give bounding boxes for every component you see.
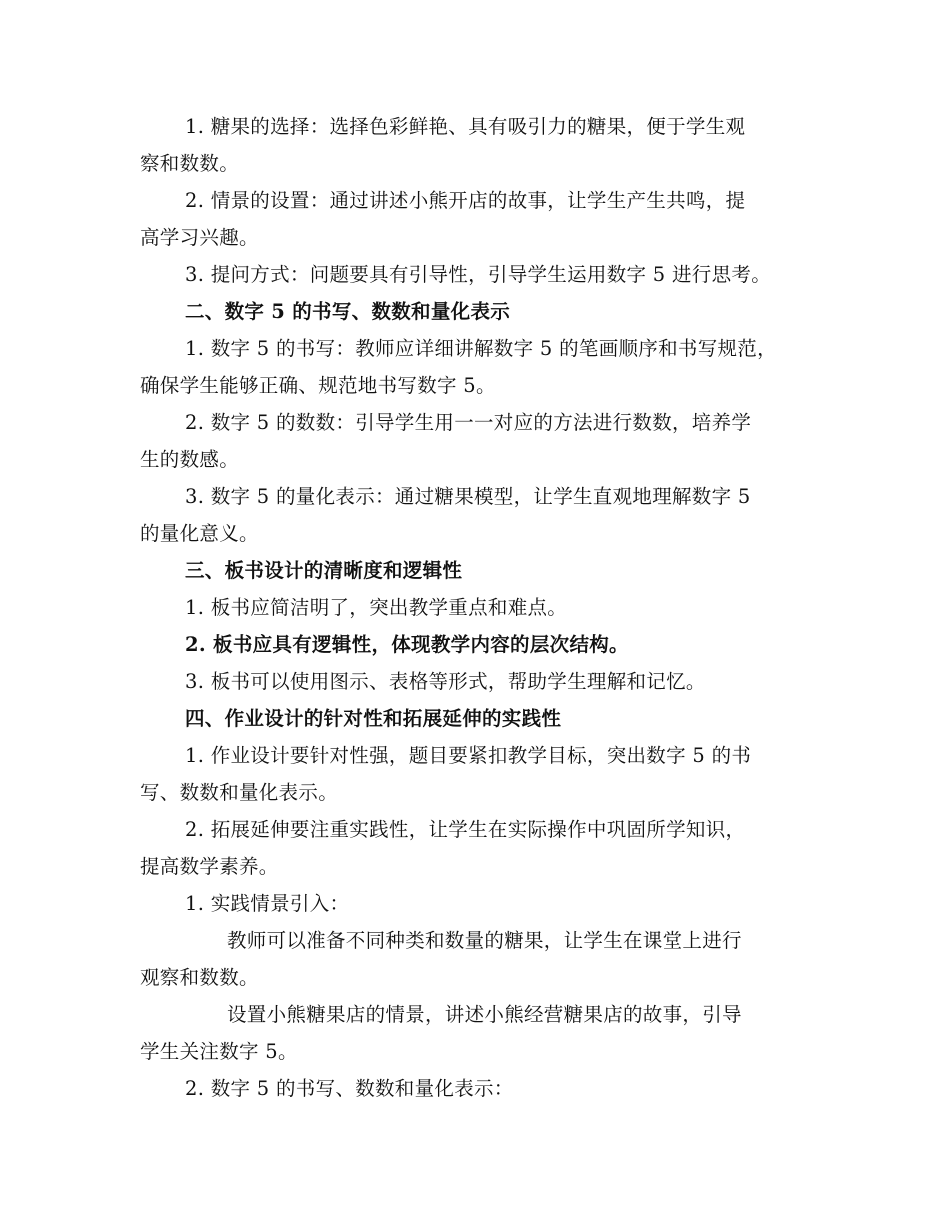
paragraph-homework-design xyxy=(140,737,820,811)
paragraph-line: 2. 板书应具有逻辑性，体现教学内容的层次结构。 xyxy=(185,633,629,656)
paragraph-line: 2. 数字 5 的数数：引导学生用一一对应的方法进行数数，培养学 xyxy=(185,411,752,434)
paragraph-line: 1. 板书应简洁明了，突出教学重点和难点。 xyxy=(185,596,568,619)
section-heading-two xyxy=(140,293,820,330)
paragraph-candy-choice xyxy=(140,108,820,182)
paragraph-scene-setting xyxy=(140,182,820,256)
paragraph-board-logic xyxy=(140,626,820,663)
section-heading-four xyxy=(140,700,820,737)
paragraph-bear-shop xyxy=(140,996,820,1070)
paragraph-line: 3. 数字 5 的量化表示：通过糖果模型，让学生直观地理解数字 5 xyxy=(185,485,751,508)
section-heading-three xyxy=(140,552,820,589)
paragraph-line: 设置小熊糖果店的情景，讲述小熊经营糖果店的故事，引导 xyxy=(227,1003,742,1026)
paragraph-line: 确保学生能够正确、规范地书写数字 5。 xyxy=(140,374,496,397)
paragraph-line: 高学习兴趣。 xyxy=(140,226,259,249)
paragraph-line: 1. 作业设计要针对性强，题目要紧扣教学目标，突出数字 5 的书 xyxy=(185,744,752,767)
paragraph-line: 学生关注数字 5。 xyxy=(140,1040,298,1063)
paragraph-five-summary xyxy=(140,1070,820,1107)
paragraph-line: 生的数感。 xyxy=(140,448,240,471)
paragraph-line: 2. 情景的设置：通过讲述小熊开店的故事，让学生产生共鸣，提 xyxy=(185,189,746,212)
paragraph-line: 观察和数数。 xyxy=(140,966,259,989)
heading-text: 二、数字 5 的书写、数数和量化表示 xyxy=(185,300,511,323)
paragraph-board-concise xyxy=(140,589,820,626)
paragraph-teacher-candy xyxy=(140,922,820,996)
paragraph-line: 提高数学素养。 xyxy=(140,855,279,878)
paragraph-line: 1. 数字 5 的书写：教师应详细讲解数字 5 的笔画顺序和书写规范， xyxy=(185,337,777,360)
paragraph-line: 1. 实践情景引入： xyxy=(185,892,350,915)
paragraph-practice-intro xyxy=(140,885,820,922)
paragraph-line: 3. 提问方式：问题要具有引导性，引导学生运用数字 5 进行思考。 xyxy=(185,263,772,286)
paragraph-line: 3. 板书可以使用图示、表格等形式，帮助学生理解和记忆。 xyxy=(185,670,706,693)
paragraph-line: 的量化意义。 xyxy=(140,522,259,545)
paragraph-question-method xyxy=(140,256,820,293)
paragraph-line: 2. 拓展延伸要注重实践性，让学生在实际操作中巩固所学知识， xyxy=(185,818,746,841)
document-body xyxy=(140,108,820,1107)
heading-text: 三、板书设计的清晰度和逻辑性 xyxy=(185,559,463,582)
paragraph-line: 写、数数和量化表示。 xyxy=(140,781,339,804)
paragraph-counting-five xyxy=(140,404,820,478)
paragraph-writing-five xyxy=(140,330,820,404)
paragraph-extension-practice xyxy=(140,811,820,885)
paragraph-board-diagrams xyxy=(140,663,820,700)
paragraph-line: 2. 数字 5 的书写、数数和量化表示： xyxy=(185,1077,514,1100)
heading-text: 四、作业设计的针对性和拓展延伸的实践性 xyxy=(185,707,562,730)
paragraph-line: 1. 糖果的选择：选择色彩鲜艳、具有吸引力的糖果，便于学生观 xyxy=(185,115,746,138)
paragraph-line: 察和数数。 xyxy=(140,152,240,175)
paragraph-quantity-five xyxy=(140,478,820,552)
paragraph-line: 教师可以准备不同种类和数量的糖果，让学生在课堂上进行 xyxy=(227,929,742,952)
